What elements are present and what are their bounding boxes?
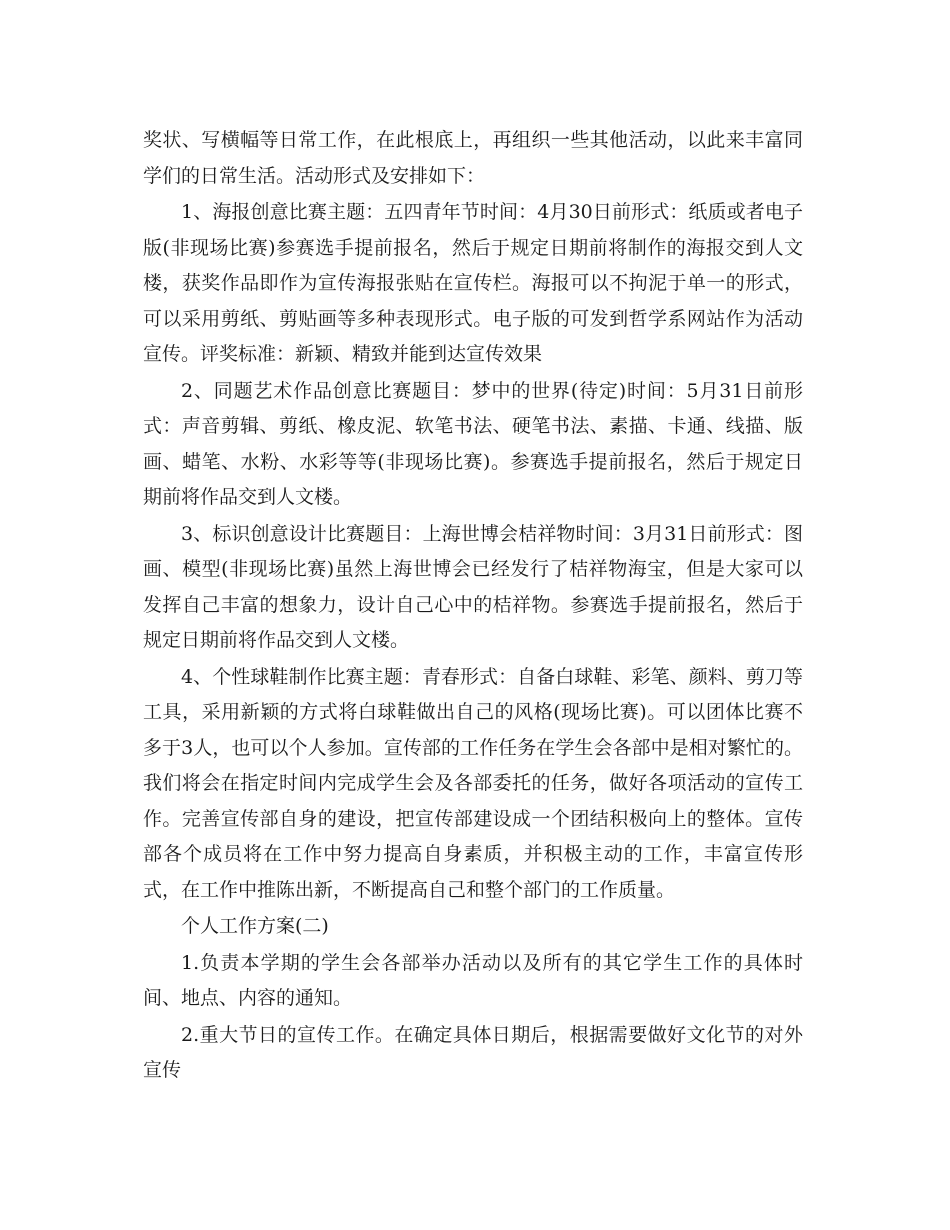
paragraph-poster-contest: 1、海报创意比赛主题：五四青年节时间：4月30日前形式：纸质或者电子版(非现场比赛)参赛选手提前报名，然后于规定日期前将制作的海报交到人文楼，获奖作品即作为宣传海报张贴在宣传栏。海报可以不拘泥于单一的形式，可以采用剪纸、剪贴画等多种表现形式。电子版的可发到哲学系网站作为活动宣传。评奖标准：新颖、精致并能到达宣传效果 — [143, 201, 803, 365]
document-body — [143, 123, 803, 1090]
paragraph-continuation: 奖状、写横幅等日常工作，在此根底上，再组织一些其他活动，以此来丰富同学们的日常生活。活动形式及安排如下： — [143, 129, 803, 187]
section-heading-plan-two: 个人工作方案(二) — [181, 915, 329, 937]
paragraph-art-contest: 2、同题艺术作品创意比赛题目：梦中的世界(待定)时间：5月31日前形式：声音剪辑、剪纸、橡皮泥、软笔书法、硬笔书法、素描、卡通、线描、版画、蜡笔、水粉、水彩等等(非现场比赛)。参赛选手提前报名，然后于规定日期前将作品交到人文楼。 — [143, 379, 803, 508]
paragraph-logo-contest: 3、标识创意设计比赛题目：上海世博会桔祥物时间：3月31日前形式：图画、模型(非现场比赛)虽然上海世博会已经发行了桔祥物海宝，但是大家可以发挥自己丰富的想象力，设计自己心中的桔祥物。参赛选手提前报名，然后于规定日期前将作品交到人文楼。 — [143, 522, 803, 651]
paragraph-item-2: 2.重大节日的宣传工作。在确定具体日期后，根据需要做好文化节的对外宣传 — [143, 1023, 803, 1081]
paragraph-item-1: 1.负责本学期的学生会各部举办活动以及所有的其它学生工作的具体时间、地点、内容的通知。 — [143, 951, 803, 1009]
paragraph-sneaker-contest: 4、个性球鞋制作比赛主题：青春形式：自备白球鞋、彩笔、颜料、剪刀等工具，采用新颖的方式将白球鞋做出自己的风格(现场比赛)。可以团体比赛不多于3人，也可以个人参加。宣传部的工作任务在学生会各部中是相对繁忙的。我们将会在指定时间内完成学生会及各部委托的任务，做好各项活动的宣传工作。完善宣传部自身的建设，把宣传部建设成一个团结积极向上的整体。宣传部各个成员将在工作中努力提高自身素质，并积极主动的工作，丰富宣传形式，在工作中推陈出新，不断提高自己和整个部门的工作质量。 — [143, 665, 803, 901]
